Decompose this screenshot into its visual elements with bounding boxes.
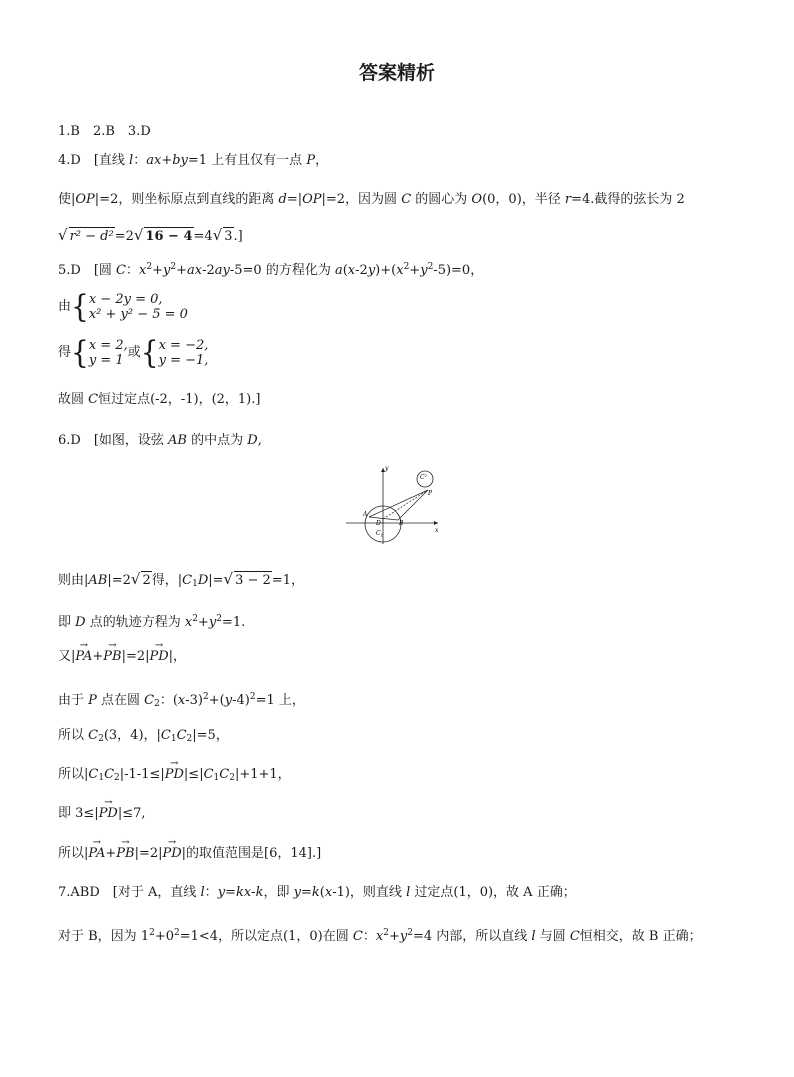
t: C [203,767,214,782]
t: - [251,885,256,900]
t: -4) [232,693,250,708]
system [71,288,188,325]
vector-pb: → PB [116,845,134,863]
t: = [225,885,236,900]
t: 使| [58,192,76,207]
t: a [334,263,343,278]
t: C [88,767,99,782]
t: 2 [170,262,177,272]
t: C [401,192,412,207]
label-a: A [363,511,368,518]
t: 2 [249,692,256,702]
t: C [88,392,99,407]
t: |的取值范围是[6，14].] [181,846,322,861]
t: by [172,153,188,168]
t: x [184,615,193,630]
t: 2 [216,614,222,624]
t: k [311,885,320,900]
t: 的圆心为 [411,192,472,207]
t: x² + y² − 5 = 0 [88,307,188,322]
t: C [116,263,126,278]
t: 16 − 4 [145,229,193,244]
answer-line-5a [58,258,483,280]
t: =1， [271,573,304,588]
t: C [376,530,381,537]
t: |≤| [183,767,204,782]
t: C [182,573,193,588]
t: 2 [174,928,180,938]
t: 1 [192,579,198,589]
t: C [219,767,230,782]
t: |=2，因为圆 [321,192,402,207]
t: 得 [58,345,72,360]
t: kx [235,885,252,900]
t: + [161,153,173,168]
sqrt-icon: √ [133,226,144,244]
t: -3) [185,693,204,708]
t: 7.ABD [对于 A，直线 [58,885,201,900]
t: -5)=0， [433,263,484,278]
t: 过定点(1，0)，故 A 正确； [410,885,576,900]
line-pd [383,490,428,519]
vector-pd: → PD [163,845,182,863]
t: C [569,929,580,944]
t: -2 [355,263,368,278]
t: x [177,693,186,708]
t: P [88,693,97,708]
t: + [152,263,163,278]
t: 2 [229,773,235,783]
t: AB [88,573,108,588]
vector-pd: → PD [165,766,184,784]
t: =2 [114,229,134,244]
t: 所以| [58,846,89,861]
t: OP [75,192,95,207]
t: C [352,929,363,944]
t: ax [186,263,203,278]
t: OP [302,192,322,207]
t: 2 [203,692,209,702]
t: 与圆 [535,929,570,944]
label-y: y [385,465,389,472]
t: |=2，则坐标原点到直线的距离 [94,192,279,207]
t: + [92,649,104,664]
t: O [471,192,483,207]
t: ：( [159,693,178,708]
radicand [223,227,233,246]
t: 即 3≤| [58,806,99,821]
t: (0，0)，半径 [482,192,565,207]
t: ： [362,929,376,944]
t: =1. [221,615,246,630]
answer-line-7a [58,884,576,902]
vector-pa: → PA [75,648,92,666]
t: ay [214,263,230,278]
t: |=2| [134,846,163,861]
t: =1 上有且仅有一点 [187,153,307,168]
t: 由于 [58,693,89,708]
t: 4.D [直线 [58,153,130,168]
t: 2 [424,473,428,478]
t: |=5， [192,728,229,743]
answer-line-4b [58,191,685,209]
radicand [69,227,115,246]
t: x [396,263,404,278]
t: |+1+1， [234,767,291,782]
label-c1 [376,530,383,538]
t: =4 [193,229,213,244]
t: 2 [114,773,120,783]
label-d: D [376,520,381,527]
system [140,334,209,371]
t: y [224,693,233,708]
t: -1)，则直线 [332,885,407,900]
sqrt-icon: √ [212,226,223,244]
rows [159,338,209,368]
t: |= [208,573,224,588]
t: =4.截得的弦长为 2 [571,192,685,207]
t: l [531,929,536,944]
t: =1 上， [255,693,305,708]
brace-icon: { [71,288,89,325]
page-title: 答案精析 [358,62,435,84]
t: 2 [146,262,153,272]
t: + [197,615,209,630]
t: y [208,615,217,630]
t: C [420,474,425,481]
t: 1 [170,734,177,744]
t: 即 [58,615,76,630]
radicand [234,571,272,590]
t: .] [233,229,243,244]
label-c2 [420,473,428,481]
answer-line-6e [58,688,305,713]
t: D [75,615,86,630]
t: D [197,573,209,588]
sqrt-icon: √ [130,570,141,588]
answer-line-1-3 [58,123,151,141]
t: ： [125,263,139,278]
t: D [247,433,258,448]
label-x: x [435,527,439,534]
answer-line-5d [58,391,260,409]
t: r [564,192,572,207]
t: x [347,263,356,278]
t: 恒过定点(-2，-1)，(2，1).] [98,392,261,407]
t: )+( [375,263,397,278]
t: y = 1 [88,353,124,368]
t: 2 [149,928,155,938]
t: ax [146,153,162,168]
t: +0 [154,929,174,944]
t: y [367,263,376,278]
equation-system-2 [58,334,209,371]
t: 所以 [58,728,89,743]
equation-system-1 [58,288,188,325]
t: 恒相交，故 B 正确； [579,929,702,944]
t: ： [133,153,147,168]
t: y [217,885,226,900]
t: y [399,929,408,944]
t: + [388,929,400,944]
answer-line-6b [58,570,304,593]
t: 点在圆 [96,693,145,708]
t: 1 [380,532,384,538]
answer-line-7b [58,924,702,946]
geometry-figure [346,462,446,544]
radicand [141,571,151,590]
t: x − 2y = 0, [88,292,163,307]
t: + [176,263,187,278]
t: =1<4，所以定点(1，0)在圆 [179,929,353,944]
t: 所以| [58,767,89,782]
t: |≤7, [117,806,146,821]
answer-line-6f [58,727,229,748]
t: P [306,153,316,168]
t: 或 [127,345,141,360]
answers-1-3: 1.B 2.B 3.D [58,124,151,139]
answer-line-6d [58,648,186,666]
answer-line-6h [58,805,146,823]
x-arrow-icon [434,521,438,525]
t: l [406,885,411,900]
vector-pb: → PB [103,648,121,666]
t: 5.D [圆 [58,263,117,278]
t: 2 [192,614,198,624]
t: 2 [383,928,389,938]
vector-pd: → PD [150,648,169,666]
t: ( [319,885,325,900]
t: 2 [407,928,413,938]
answer-line-6a [58,432,262,450]
t: 故圆 [58,392,89,407]
t: C [160,728,171,743]
t: x = 2, [88,338,128,353]
t: 2 [403,262,410,272]
t: +( [208,693,225,708]
t: 的中点为 [186,433,248,448]
t: =| [286,192,303,207]
t: 1 [213,773,220,783]
t: y = −1, [158,353,209,368]
t: 2 [154,699,160,709]
answer-line-6i [58,845,321,863]
t: y [420,263,428,278]
t: = [300,885,312,900]
answer-line-6c [58,610,245,632]
t: 6.D [如图，设弦 [58,433,169,448]
t: + [409,263,421,278]
t: 3 − 2 [235,573,271,588]
t: ( [342,263,348,278]
t: ： [204,885,218,900]
t: 则由| [58,573,89,588]
t: 2 [142,573,151,588]
t: 由 [58,299,72,314]
t: x = −2, [158,338,209,353]
sqrt-icon: √ [223,570,234,588]
t: x [375,929,384,944]
t: ，即 [263,885,294,900]
t: y [162,263,171,278]
vector-pa: → PA [88,845,105,863]
t: 3 [224,229,233,244]
answer-line-4c [58,226,243,246]
rows [89,292,188,322]
line-pa [369,490,428,517]
t: C [88,728,99,743]
t: 2 [98,734,104,744]
answer-line-6g [58,766,291,787]
t: 2 [427,262,434,272]
t: C [176,728,187,743]
t: |， [168,649,187,664]
label-b: B [399,520,404,527]
t: |=2 [107,573,131,588]
t: , [257,433,262,448]
t: k [255,885,264,900]
t: 又| [58,649,76,664]
rows [89,338,128,368]
t: |=2| [121,649,150,664]
t: -2 [202,263,215,278]
line-pb [398,490,428,520]
t: -5=0 的方程化为 [229,263,335,278]
t: ， [315,153,329,168]
t: 对于 B，因为 1 [58,929,150,944]
t: |-1-1≤| [119,767,165,782]
t: 1 [98,773,105,783]
label-p: P [428,490,433,497]
vector-pd: → PD [99,805,118,823]
t: + [105,846,117,861]
brace-icon: { [71,334,89,371]
t: 2 [186,734,193,744]
t: C [104,767,115,782]
radicand [144,227,193,246]
brace-icon: { [140,334,159,371]
answer-line-4a [58,152,328,170]
t: l [200,885,205,900]
t: l [129,153,134,168]
t: r² − d² [69,229,114,244]
t: y [293,885,301,900]
t: 得，| [151,573,183,588]
t: 点的轨迹方程为 [85,615,185,630]
t: AB [168,433,187,448]
t: x [324,885,333,900]
t: x [139,263,147,278]
t: (3，4)，| [103,728,161,743]
system [71,334,128,371]
t: C [144,693,155,708]
t: d [278,192,287,207]
sqrt-icon: √ [58,226,68,244]
t: =4 内部，所以直线 [412,929,532,944]
